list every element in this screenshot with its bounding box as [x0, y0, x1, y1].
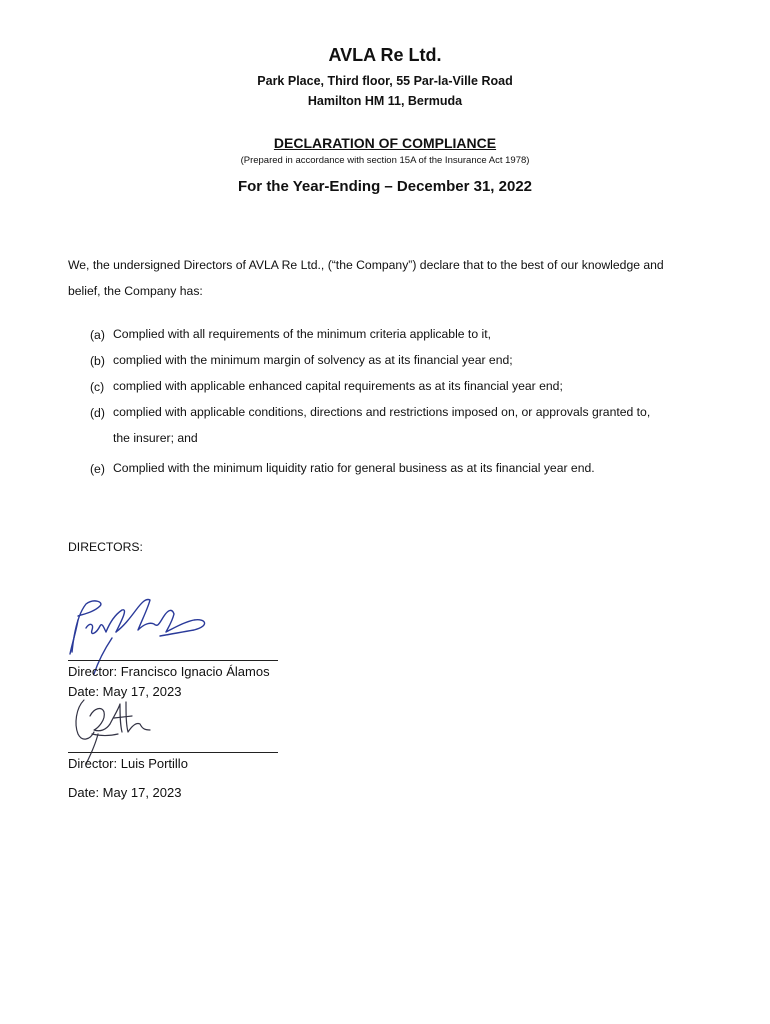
- list-marker: (a): [90, 328, 105, 342]
- year-ending-line: For the Year-Ending – December 31, 2022: [237, 178, 533, 195]
- director-2-date: Date: May 17, 2023: [68, 785, 182, 800]
- directors-heading: DIRECTORS:: [68, 540, 143, 554]
- intro-paragraph: [68, 252, 708, 304]
- list-marker: (d): [90, 406, 105, 420]
- list-item-text-continued: the insurer; and: [113, 431, 198, 445]
- list-marker: (b): [90, 354, 105, 368]
- list-marker: (c): [90, 380, 105, 394]
- list-item-text: complied with the minimum margin of solvency as at its financial year end;: [113, 353, 513, 367]
- declaration-subtitle: (Prepared in accordance with section 15A of the Insurance Act 1978): [240, 155, 530, 166]
- director-1-name: Director: Francisco Ignacio Álamos: [68, 664, 270, 679]
- signature-1-line: [68, 660, 278, 661]
- list-item-text: Complied with all requirements of the minimum criteria applicable to it,: [113, 327, 491, 341]
- intro-line-1: We, the undersigned Directors of AVLA Re Ltd., (“the Company”) declare that to the best of our knowledge and: [68, 258, 664, 272]
- list-item-text: complied with applicable enhanced capital requirements as at its financial year end;: [113, 379, 563, 393]
- address-line-2: Hamilton HM 11, Bermuda: [307, 94, 463, 108]
- address-line-1: Park Place, Third floor, 55 Par-la-Ville Road: [257, 74, 513, 88]
- director-2-name: Director: Luis Portillo: [68, 756, 188, 771]
- signature-2-line: [68, 752, 278, 753]
- list-marker: (e): [90, 462, 105, 476]
- list-item-text: complied with applicable conditions, directions and restrictions imposed on, or approvals granted to,: [113, 405, 651, 419]
- director-1-date: Date: May 17, 2023: [68, 684, 182, 699]
- declaration-title: DECLARATION OF COMPLIANCE: [273, 135, 497, 151]
- intro-line-2: belief, the Company has:: [68, 284, 203, 298]
- list-item-text: Complied with the minimum liquidity ratio for general business as at its financial year end.: [113, 461, 595, 475]
- company-name: AVLA Re Ltd.: [328, 45, 442, 65]
